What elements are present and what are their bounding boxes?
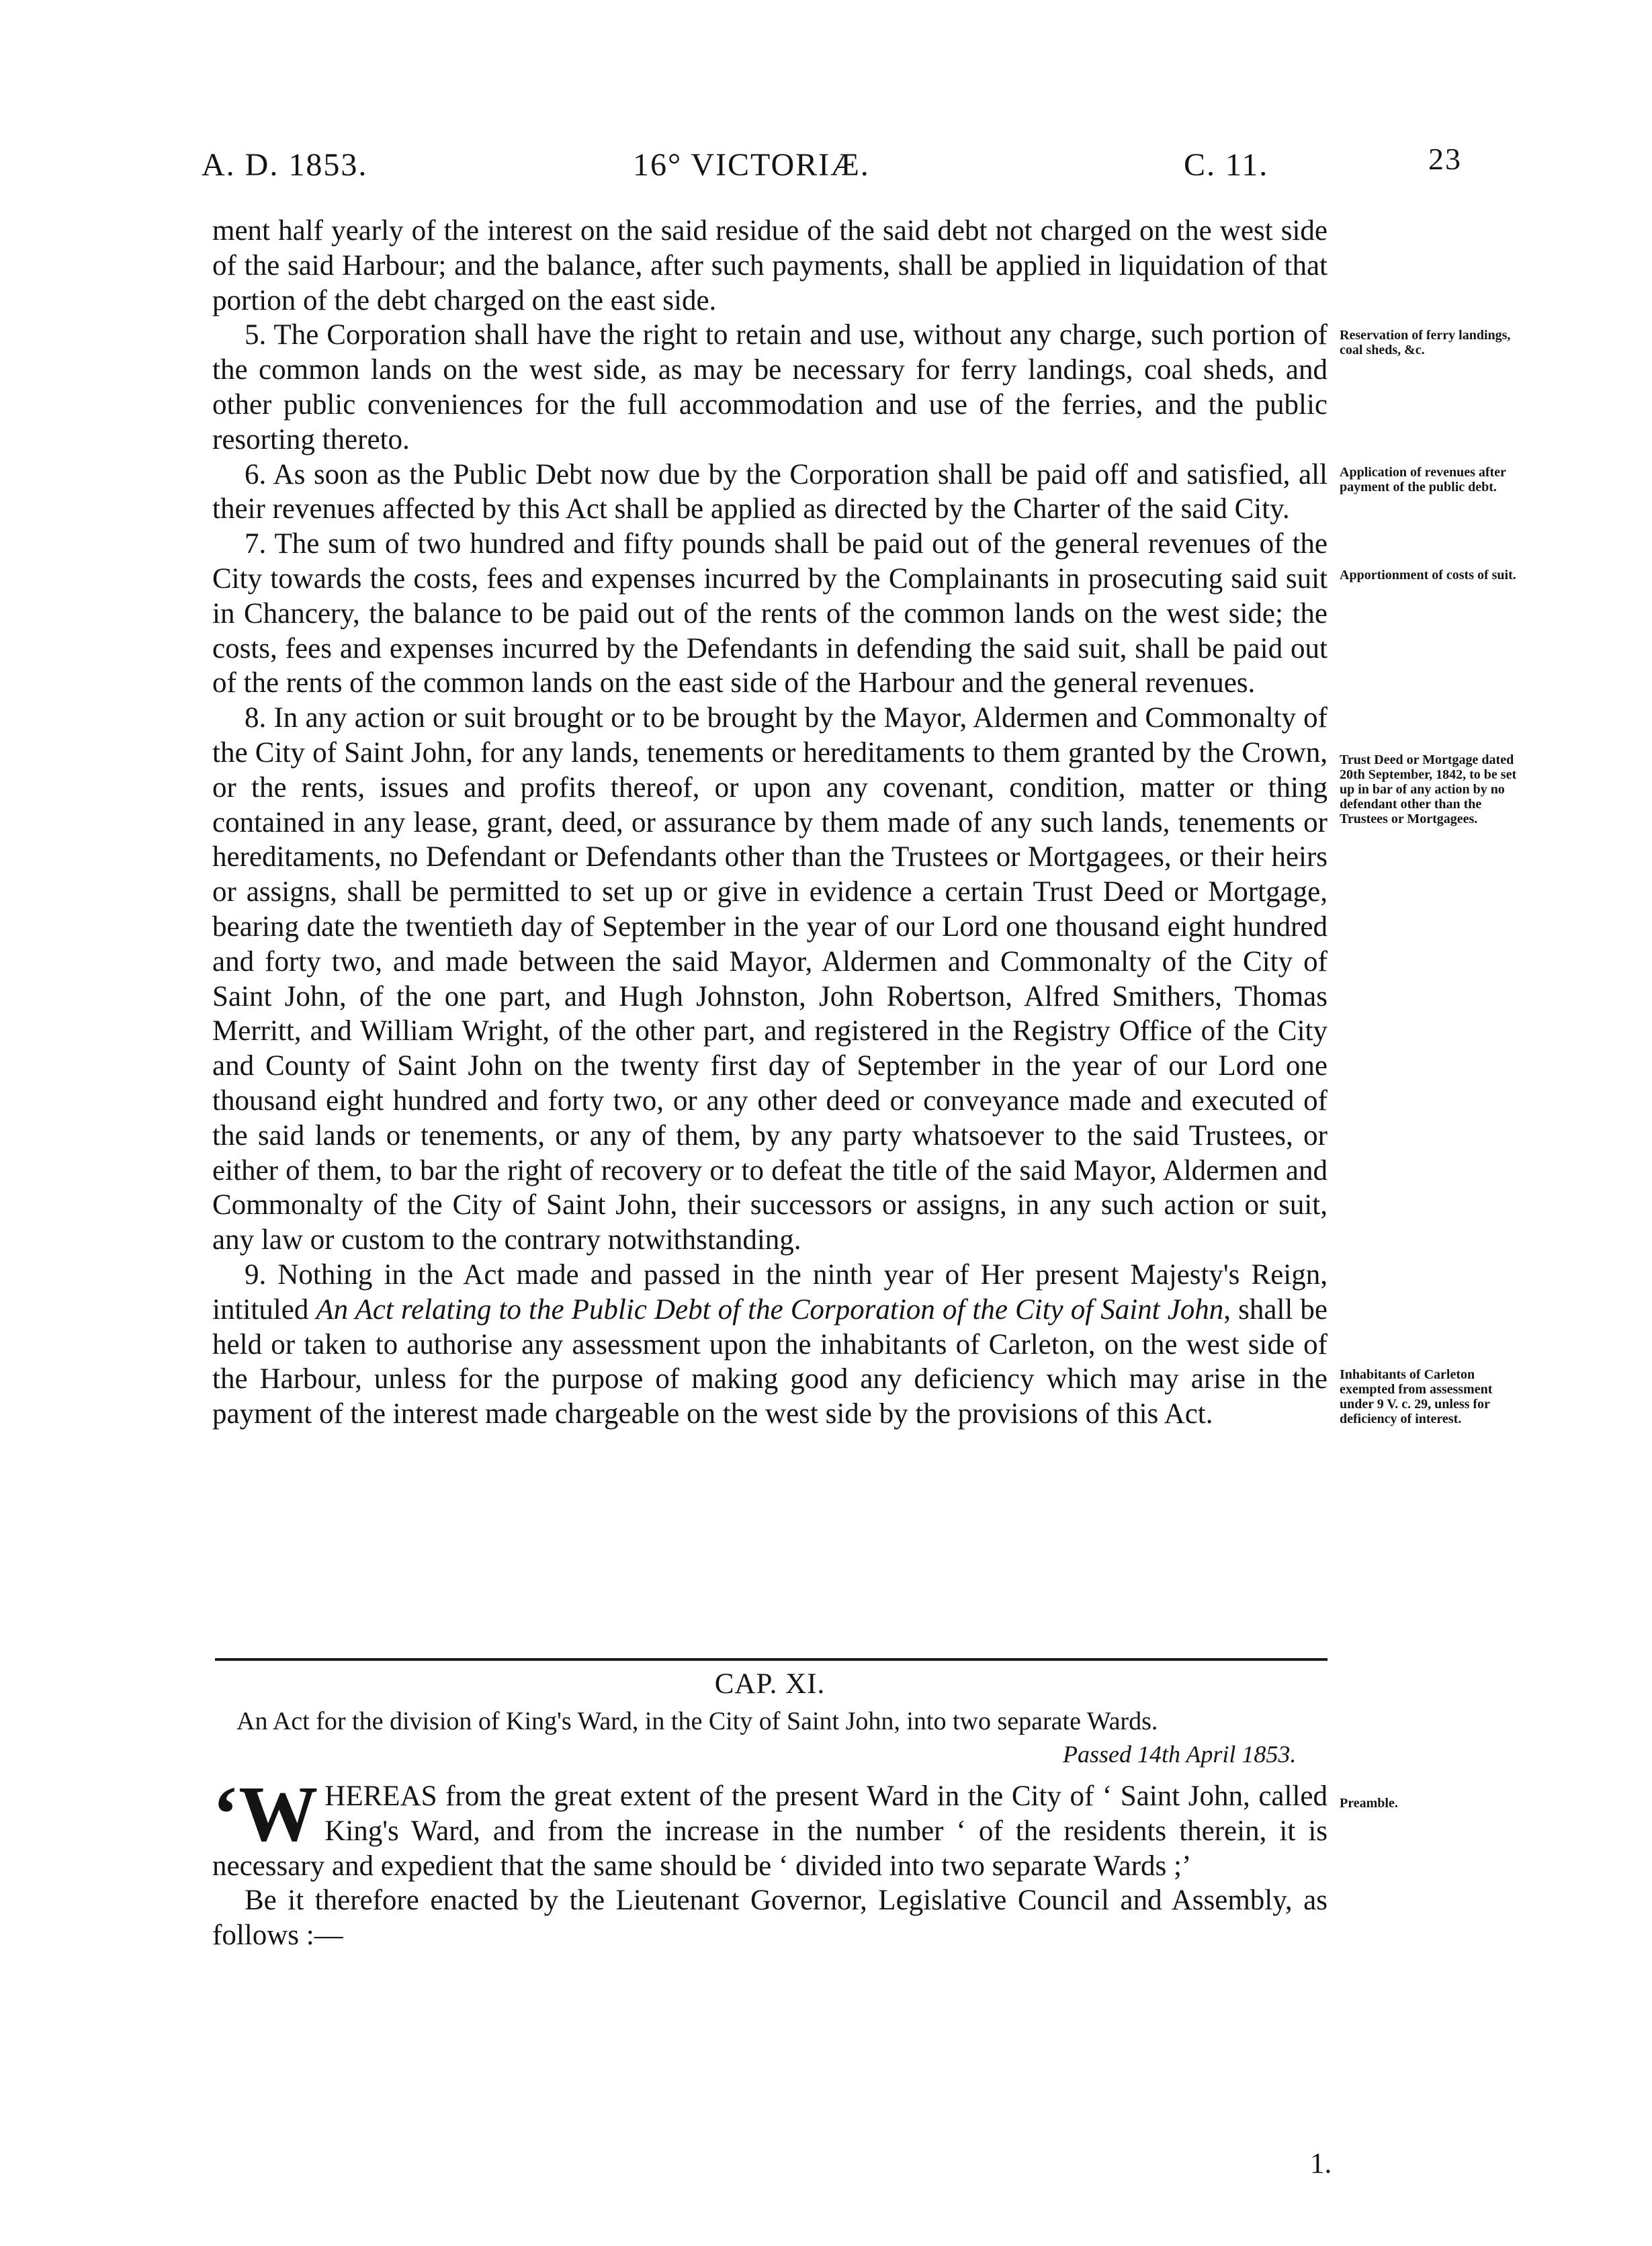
section-6: 6. As soon as the Public Debt now due by the Corporation shall be paid off and satisfied, all their revenues affected by this Act shall be applied as directed by the Charter of the said City. xyxy=(212,458,1328,525)
catchword: 1. xyxy=(1310,2148,1332,2179)
margin-note-9: Inhabitants of Carleton exempted from assessment under 9 V. c. 29, unless for deficiency of interest. xyxy=(1340,1367,1493,1426)
page-number: 23 xyxy=(1428,142,1462,176)
header-chapter: C. 11. xyxy=(1184,147,1269,183)
margin-note-5: Reservation of ferry landings, coal sheds, &c. xyxy=(1340,328,1511,357)
margin-note-preamble: Preamble. xyxy=(1340,1796,1398,1811)
running-header xyxy=(202,142,1465,200)
section-8: 8. In any action or suit brought or to be brought by the Mayor, Aldermen and Commonalty of the City of Saint John, for any lands, tenements or hereditaments to them granted by the Crown, or the rents, issues and profits thereof, or upon any covenant, condition, matter or thing contained in any lease, grant, deed, or assurance by them made of any such lands, tenements or hereditaments, no Defendant or Defendants other than the Trustees or Mortgagees, or their heirs or assigns, shall be permitted to set up or give in evidence a certain Trust Deed or Mortgage, bearing date the twentieth day of September in the year of our Lord one thousand eight hundred and forty two, and made between the said Mayor, Aldermen and Commonalty of the City of Saint John, of the one part, and Hugh Johnston, John Robertson, Alfred Smithers, Thomas Merritt, and William Wright, of the other part, and registered in the Registry Office of the City and County of Saint John on the twenty first day of September in the year of our Lord one thousand eight hundred and forty two, or any other deed or conveyance made and executed of the said lands or tenements, or any of them, by any party whatsoever to the said Trustees, or either of them, to bar the right of recovery or to defeat the title of the said Mayor, Aldermen and Commonalty of the City of Saint John, their successors or assigns, in any such action or suit, any law or custom to the contrary notwithstanding. xyxy=(212,702,1328,1256)
margin-note-6: Application of revenues after payment of the public debt. xyxy=(1340,465,1506,494)
header-year: A. D. 1853. xyxy=(202,147,368,183)
passed-date: Passed 14th April 1853. xyxy=(1063,1741,1297,1768)
preamble-whereas xyxy=(212,1770,1328,1883)
margin-note-7: Apportionment of costs of suit. xyxy=(1340,568,1516,582)
section-9-text-b: , shall be held or taken to authorise any assessment upon the inhabitants of Carleton, on the west side of the Harbour, unless for the purpose of making good any deficiency which may arise in the payment of the interest made chargeable on the west side by the provisions of this Act. xyxy=(212,1293,1328,1430)
section-9 xyxy=(212,1258,1328,1432)
drop-cap xyxy=(212,1770,324,1858)
section-divider xyxy=(215,1658,1328,1661)
section-9-text-a: 9. Nothing in the Act made and passed in the ninth year of Her present Majesty's Reign, intituled xyxy=(212,1258,1328,1326)
drop-cap-quote: ‘ xyxy=(212,1770,239,1858)
drop-cap-letter: W xyxy=(238,1770,318,1858)
preamble-text: HEREAS from the great extent of the present Ward in the City of ‘ Saint John, called King's Ward, and from the increase in the number ‘ of the residents therein, it is necessary and expedient that the same should be ‘ divided into two separate Wards ;’ xyxy=(212,1780,1328,1882)
section-7: 7. The sum of two hundred and fifty pounds shall be paid out of the general revenues of the City towards the costs, fees and expenses incurred by the Complainants in prosecuting said suit in Chancery, the balance to be paid out of the rents of the common lands on the west side; the costs, fees and expenses incurred by the Defendants in defending the said suit, shall be paid out of the rents of the common lands on the east side of the Harbour and the general revenues. xyxy=(212,528,1328,699)
section-9-act-title: An Act relating to the Public Debt of the Corporation of the City of Saint John xyxy=(316,1293,1224,1326)
cap-description: An Act for the division of King's Ward, in the City of Saint John, into two separate Wards. xyxy=(236,1707,1158,1735)
enacting-clause: Be it therefore enacted by the Lieutenant Governor, Legislative Council and Assembly, as follows :— xyxy=(212,1885,1328,1952)
margin-note-8: Trust Deed or Mortgage dated 20th September, 1842, to be set up in bar of any action by no defendant other than the Trustees or Mortgagees. xyxy=(1340,752,1517,826)
paragraph-continuation: ment half yearly of the interest on the said residue of the said debt not charged on the west side of the said Harbour; and the balance, after such payments, shall be applied in liquidation of that portion of the debt charged on the east side. xyxy=(212,215,1328,316)
preamble xyxy=(212,1770,1328,1953)
body-text xyxy=(212,214,1328,1432)
header-reign: 16° VICTORIÆ. xyxy=(633,147,870,183)
section-5: 5. The Corporation shall have the right to retain and use, without any charge, such portion of the common lands on the west side, as may be necessary for ferry landings, coal sheds, and other public conveniences for the full accommodation and use of the ferries, and the public resorting thereto. xyxy=(212,319,1328,456)
cap-title: CAP. XI. xyxy=(714,1668,826,1700)
